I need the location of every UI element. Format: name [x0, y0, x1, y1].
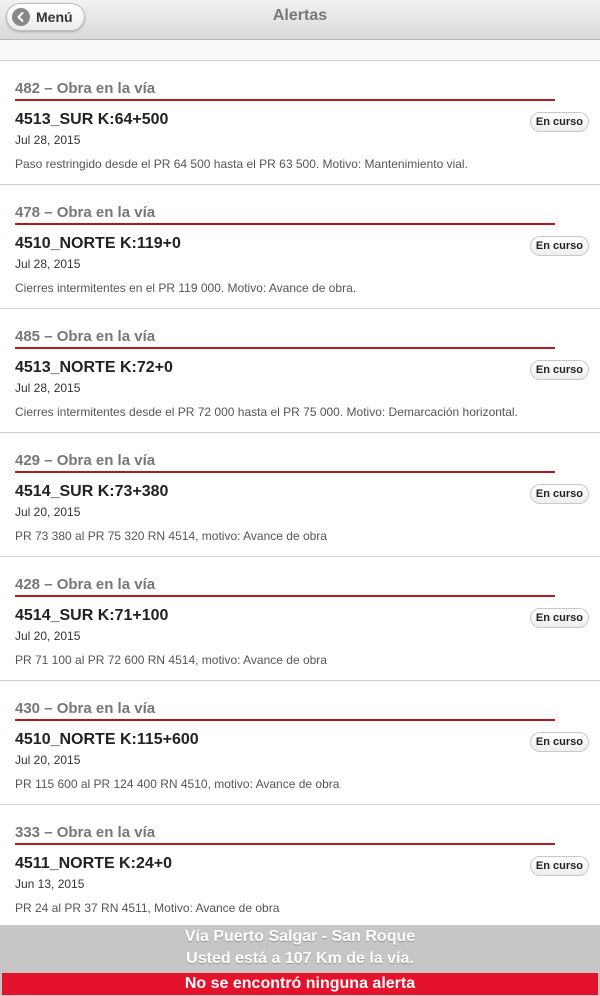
- alert-date: Jul 28, 2015: [15, 257, 81, 271]
- status-badge: En curso: [530, 360, 589, 380]
- alert-item[interactable]: [0, 61, 600, 185]
- alert-heading: 333 – Obra en la vía: [15, 824, 555, 845]
- alert-date: Jun 13, 2015: [15, 877, 85, 891]
- status-badge: En curso: [530, 484, 589, 504]
- status-badge: En curso: [530, 236, 589, 256]
- alert-code: 4510_NORTE K:115+600: [15, 731, 199, 748]
- alert-heading: 430 – Obra en la vía: [15, 700, 555, 721]
- alert-date: Jul 28, 2015: [15, 381, 81, 395]
- alert-date: Jul 20, 2015: [15, 629, 81, 643]
- status-badge: En curso: [530, 112, 589, 132]
- alert-date: Jul 20, 2015: [15, 753, 81, 767]
- sub-header-bar: [0, 41, 600, 61]
- page-title: Alertas: [272, 7, 328, 24]
- menu-button-label: Menú: [36, 9, 73, 25]
- alert-code: 4514_SUR K:73+380: [15, 483, 169, 500]
- alert-code: 4513_NORTE K:72+0: [15, 359, 173, 376]
- status-badge: En curso: [530, 732, 589, 752]
- alert-item[interactable]: [0, 309, 600, 433]
- alert-description: PR 71 100 al PR 72 600 RN 4514, motivo: Avance de obra: [15, 653, 327, 667]
- alert-item[interactable]: [0, 805, 600, 925]
- alert-description: Paso restringido desde el PR 64 500 hasta el PR 63 500. Motivo: Mantenimiento vial.: [15, 157, 468, 171]
- status-badge: En curso: [530, 856, 589, 876]
- alert-item[interactable]: [0, 557, 600, 681]
- alert-heading: 478 – Obra en la vía: [15, 204, 555, 225]
- alert-code: 4510_NORTE K:119+0: [15, 235, 181, 252]
- alert-description: PR 115 600 al PR 124 400 RN 4510, motivo: Avance de obra: [15, 777, 340, 791]
- alert-description: Cierres intermitentes desde el PR 72 000 hasta el PR 75 000. Motivo: Demarcación horizontal.: [15, 405, 518, 419]
- alert-heading: 429 – Obra en la vía: [15, 452, 555, 473]
- alert-item[interactable]: [0, 185, 600, 309]
- alert-item[interactable]: [0, 681, 600, 805]
- alert-code: 4513_SUR K:64+500: [15, 111, 169, 128]
- alerts-list: [0, 61, 600, 925]
- footer-panel: [0, 925, 600, 996]
- alert-item[interactable]: [0, 433, 600, 557]
- alert-code: 4514_SUR K:71+100: [15, 607, 169, 624]
- alert-heading: 482 – Obra en la vía: [15, 80, 555, 101]
- alert-description: PR 73 380 al PR 75 320 RN 4514, motivo: Avance de obra: [15, 529, 327, 543]
- alert-description: Cierres intermitentes en el PR 119 000. Motivo: Avance de obra.: [15, 281, 357, 295]
- distance-text: Usted está a 107 Km de la vía.: [186, 950, 414, 967]
- alert-heading: 428 – Obra en la vía: [15, 576, 555, 597]
- route-name: Vía Puerto Salgar - San Roque: [184, 928, 416, 945]
- status-badge: En curso: [530, 608, 589, 628]
- alert-description: PR 24 al PR 37 RN 4511, Motivo: Avance de obra: [15, 901, 280, 915]
- alert-code: 4511_NORTE K:24+0: [15, 855, 172, 872]
- header-bar: [0, 0, 600, 40]
- alert-heading: 485 – Obra en la vía: [15, 328, 555, 349]
- alert-date: Jul 20, 2015: [15, 505, 81, 519]
- no-alert-banner: No se encontró ninguna alerta: [2, 973, 598, 995]
- alert-date: Jul 28, 2015: [15, 133, 81, 147]
